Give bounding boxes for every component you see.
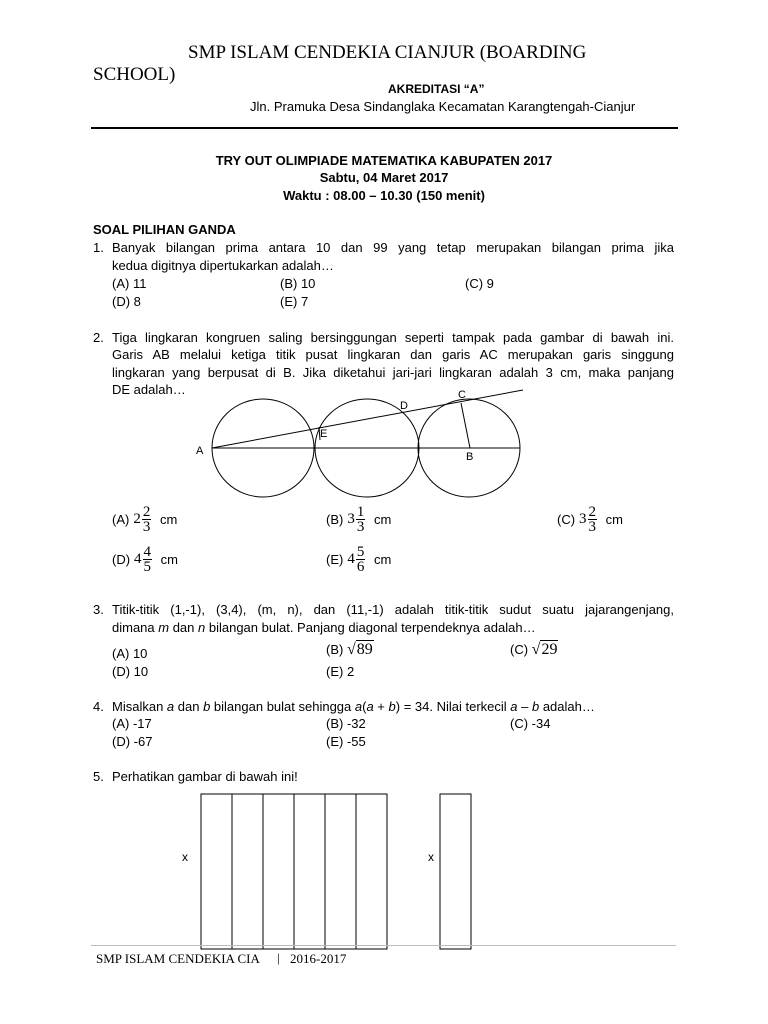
text-part: ) = 34. Nilai terkecil xyxy=(395,699,511,714)
school-name-line1: SMP ISLAM CENDEKIA CIANJUR (BOARDING xyxy=(188,42,587,63)
fraction xyxy=(142,505,152,534)
radius-bc xyxy=(461,403,470,448)
unit: cm xyxy=(605,512,624,527)
fraction xyxy=(356,545,366,574)
rectangles-figure xyxy=(180,790,480,950)
mixed-whole: 4 xyxy=(134,551,142,567)
option-e[interactable]: (E) 2 xyxy=(326,664,355,679)
var-a: a xyxy=(510,699,518,714)
numerator: 2 xyxy=(142,504,151,520)
var-m: m xyxy=(158,620,170,635)
option-a[interactable]: (A) 10 xyxy=(112,646,148,661)
denominator: 3 xyxy=(142,519,151,535)
text-part: adalah… xyxy=(539,699,595,714)
option-d[interactable] xyxy=(112,545,178,574)
question-text xyxy=(112,699,595,714)
question-number: 2. xyxy=(93,330,104,345)
fraction xyxy=(588,505,598,534)
option-b[interactable] xyxy=(326,505,391,534)
exam-time: Waktu : 08.00 – 10.30 (150 menit) xyxy=(283,188,485,203)
option-label: (C) xyxy=(510,642,529,657)
text-part: + xyxy=(373,699,389,714)
question-text xyxy=(112,620,536,635)
option-label: (B) xyxy=(326,642,344,657)
text-part: bilangan bulat sehingga xyxy=(210,699,355,714)
label-x-left: x xyxy=(182,850,188,864)
mixed-whole: 4 xyxy=(347,551,355,567)
var-b: b xyxy=(531,699,540,714)
numerator: 4 xyxy=(143,544,152,560)
option-e[interactable]: (E) 7 xyxy=(280,294,309,309)
option-label: (D) xyxy=(112,552,131,567)
text-part: ( xyxy=(362,699,367,714)
option-label: (B) xyxy=(326,512,344,527)
denominator: 5 xyxy=(143,559,152,575)
school-name-line2: SCHOOL) xyxy=(93,64,176,85)
unit: cm xyxy=(373,512,392,527)
text-part: – xyxy=(517,699,532,714)
footer-year: 2016-2017 xyxy=(290,951,347,966)
option-a[interactable]: (A) 11 xyxy=(112,276,147,291)
option-b[interactable] xyxy=(326,641,374,659)
option-label: (A) xyxy=(112,512,130,527)
option-e[interactable] xyxy=(326,545,391,574)
question-number: 4. xyxy=(93,699,104,714)
text-part: dan xyxy=(169,620,199,635)
var-b: b xyxy=(203,699,211,714)
section-title: SOAL PILIHAN GANDA xyxy=(93,222,236,237)
option-d[interactable]: (D) -67 xyxy=(112,734,153,749)
question-number: 5. xyxy=(93,769,104,784)
question-text: Titik-titik (1,-1), (3,4), (m, n), dan (11,-1) adalah titik-titik sudut suatu jajarangenjang, xyxy=(112,602,674,617)
unit: cm xyxy=(373,552,392,567)
option-a[interactable]: (A) -17 xyxy=(112,716,152,731)
text-part: dimana xyxy=(112,620,159,635)
question-text: Perhatikan gambar di bawah ini! xyxy=(112,769,298,784)
exam-date: Sabtu, 04 Maret 2017 xyxy=(319,170,449,185)
option-label: (E) xyxy=(326,552,344,567)
var-b: b xyxy=(388,699,396,714)
mixed-whole: 3 xyxy=(347,511,355,527)
option-a[interactable] xyxy=(112,505,177,534)
numerator: 1 xyxy=(356,504,365,520)
var-n: n xyxy=(198,620,206,635)
option-b[interactable]: (B) 10 xyxy=(280,276,316,291)
question-text: Garis AB melalui ketiga titik pusat lingkaran dan garis AC merupakan garis singgung xyxy=(112,347,674,362)
question-number: 1. xyxy=(93,240,104,255)
option-c[interactable]: (C) 9 xyxy=(465,276,494,291)
mixed-whole: 2 xyxy=(133,511,141,527)
footer-divider xyxy=(91,945,676,946)
denominator: 6 xyxy=(356,559,365,575)
footer-separator: | xyxy=(277,950,280,965)
label-a: A xyxy=(196,445,204,457)
sqrt-expression: √89 xyxy=(346,641,373,658)
three-circles-figure xyxy=(190,386,535,501)
accreditation: AKREDITASI “A” xyxy=(388,82,485,96)
option-c[interactable] xyxy=(510,641,558,659)
question-text: kedua digitnya dipertukarkan adalah… xyxy=(112,258,334,273)
exam-title: TRY OUT OLIMPIADE MATEMATIKA KABUPATEN 2017 xyxy=(215,153,553,168)
option-d[interactable]: (D) 8 xyxy=(112,294,141,309)
question-text: Banyak bilangan prima antara 10 dan 99 yang tetap merupakan bilangan prima jika xyxy=(112,240,674,255)
question-text: lingkaran yang berpusat di B. Jika diketahui jari-jari lingkaran adalah 3 cm, maka panjang xyxy=(112,365,674,380)
label-e: E xyxy=(320,428,328,440)
text-part: bilangan bulat. Panjang diagonal terpendeknya adalah… xyxy=(205,620,536,635)
footer-school: SMP ISLAM CENDEKIA CIA xyxy=(96,951,260,966)
mixed-whole: 3 xyxy=(579,511,587,527)
question-number: 3. xyxy=(93,602,104,617)
label-x-right: x xyxy=(428,850,434,864)
label-d: D xyxy=(400,400,408,412)
fraction xyxy=(356,505,366,534)
option-c[interactable]: (C) -34 xyxy=(510,716,551,731)
label-b: B xyxy=(466,451,474,463)
option-b[interactable]: (B) -32 xyxy=(326,716,366,731)
text-part: dan xyxy=(174,699,204,714)
var-a: a xyxy=(366,699,374,714)
text-part: Misalkan xyxy=(112,699,167,714)
fraction xyxy=(143,545,153,574)
option-c[interactable] xyxy=(557,505,623,534)
question-text: Tiga lingkaran kongruen saling bersinggungan seperti tampak pada gambar di bawah ini. xyxy=(112,330,674,345)
radicand: 89 xyxy=(356,641,373,658)
denominator: 3 xyxy=(356,519,365,535)
var-a: a xyxy=(354,699,363,714)
option-d[interactable]: (D) 10 xyxy=(112,664,149,679)
option-label: (C) xyxy=(557,512,576,527)
question-text: DE adalah… xyxy=(112,382,186,397)
label-c: C xyxy=(458,389,466,401)
school-address: Jln. Pramuka Desa Sindanglaka Kecamatan Karangtengah-Cianjur xyxy=(250,99,636,114)
numerator: 2 xyxy=(588,504,597,520)
numerator: 5 xyxy=(356,544,365,560)
option-e[interactable]: (E) -55 xyxy=(326,734,366,749)
header-divider xyxy=(91,127,678,129)
unit: cm xyxy=(159,512,178,527)
radicand: 29 xyxy=(541,641,558,658)
denominator: 3 xyxy=(588,519,597,535)
unit: cm xyxy=(160,552,179,567)
sqrt-expression: √29 xyxy=(531,641,558,658)
single-strip xyxy=(440,794,471,949)
var-a: a xyxy=(166,699,175,714)
